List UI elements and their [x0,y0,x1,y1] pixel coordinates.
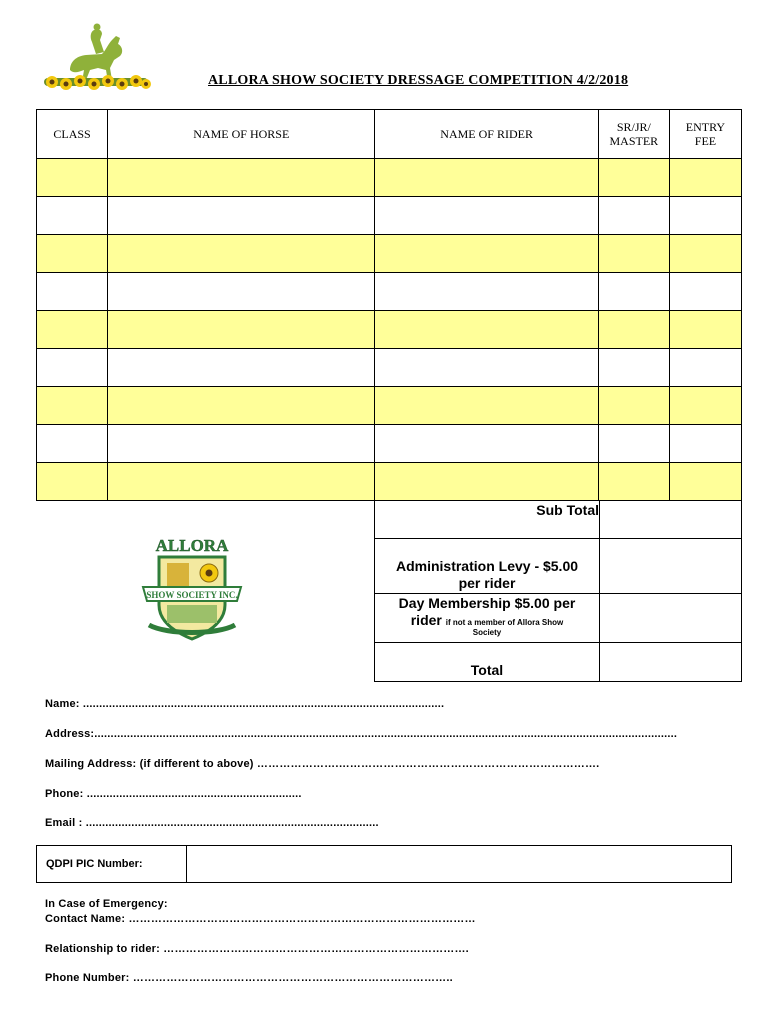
class-cell[interactable] [37,235,108,273]
rider-cell[interactable] [375,425,598,463]
table-row [37,159,742,197]
level-cell[interactable] [598,235,669,273]
fee-cell[interactable] [669,463,741,501]
fee-cell[interactable] [669,273,741,311]
fee-cell[interactable] [669,349,741,387]
phone-field[interactable]: Phone: .................................................................. [45,788,302,800]
membership-label-line1: Day Membership $5.00 per [398,595,576,611]
fee-cell[interactable] [669,311,741,349]
level-cell[interactable] [598,197,669,235]
phone-number-field[interactable]: Phone Number: ………………………………………………………………………….. [45,972,453,984]
emergency-heading: In Case of Emergency: [45,898,168,910]
levy-label-line1: Administration Levy - $5.00 [395,558,579,574]
contact-name-field[interactable]: Contact Name: ………………………………………………………………………………… [45,913,476,925]
level-cell[interactable] [598,463,669,501]
table-row [37,197,742,235]
table-row [37,387,742,425]
crest-top-text: ALLORA [155,536,229,555]
class-cell[interactable] [37,197,108,235]
membership-row [374,594,742,643]
mailing-address-field[interactable]: Mailing Address: (if different to above) ………………….……………………………………………………………. [45,758,600,770]
address-field[interactable]: Address:................................................................................................................................................................................... [45,728,678,740]
horse-cell[interactable] [108,311,375,349]
table-row [37,463,742,501]
fee-cell[interactable] [669,159,741,197]
horse-cell[interactable] [108,425,375,463]
table-row [37,425,742,463]
total-row [374,643,742,682]
rider-cell[interactable] [375,349,598,387]
col-header-level-text: SR/JR/ MASTER [609,120,659,148]
total-label: Total [470,662,504,678]
horse-cell[interactable] [108,197,375,235]
horse-cell[interactable] [108,387,375,425]
class-cell[interactable] [37,463,108,501]
col-header-class: CLASS [37,110,108,159]
class-cell[interactable] [37,311,108,349]
membership-rider: rider [410,612,442,628]
col-header-rider: NAME OF RIDER [375,110,598,159]
membership-note: if not a member of Allora Show [445,618,564,627]
rider-cell[interactable] [375,463,598,501]
membership-note-line2: Society [472,628,502,637]
table-row [37,349,742,387]
levy-label-line2: per rider [458,575,516,591]
crest-banner-text: SHOW SOCIETY INC. [146,590,238,600]
relationship-field[interactable]: Relationship to rider: ………………………………………………………………………. [45,943,469,955]
col-header-horse: NAME OF HORSE [108,110,375,159]
col-header-fee-text: ENTRY FEE [685,120,726,148]
pic-number-input[interactable] [188,846,731,882]
pic-number-label: QDPI PIC Number: [37,846,187,882]
horse-cell[interactable] [108,159,375,197]
totals-block [374,500,742,683]
rider-cell[interactable] [375,387,598,425]
horse-cell[interactable] [108,273,375,311]
class-cell[interactable] [37,425,108,463]
horse-cell[interactable] [108,235,375,273]
entries-table [36,109,742,501]
allora-show-society-crest [137,535,247,643]
horse-cell[interactable] [108,349,375,387]
subtotal-label: Sub Total [536,502,599,518]
level-cell[interactable] [598,425,669,463]
level-cell[interactable] [598,311,669,349]
rider-cell[interactable] [375,197,598,235]
col-header-level [598,110,669,159]
rider-cell[interactable] [375,273,598,311]
page-title: ALLORA SHOW SOCIETY DRESSAGE COMPETITION 4/2/2018 [208,73,629,88]
membership-label-line2 [375,612,599,628]
sunflower-row [44,75,151,90]
rider-cell[interactable] [375,311,598,349]
table-row [37,235,742,273]
total-label-cell [375,643,600,681]
col-header-fee [669,110,741,159]
class-cell[interactable] [37,387,108,425]
rider-cell[interactable] [375,235,598,273]
class-cell[interactable] [37,159,108,197]
subtotal-row [374,500,742,539]
level-cell[interactable] [598,387,669,425]
name-field[interactable]: Name: ............................................................................................................... [45,698,445,710]
levy-label-cell [375,538,600,593]
fee-cell[interactable] [669,387,741,425]
dressage-horse-logo [40,22,155,100]
class-cell[interactable] [37,349,108,387]
horse-cell[interactable] [108,463,375,501]
level-cell[interactable] [598,349,669,387]
levy-row [374,538,742,594]
fee-cell[interactable] [669,425,741,463]
level-cell[interactable] [598,159,669,197]
fee-cell[interactable] [669,235,741,273]
fee-cell[interactable] [669,197,741,235]
class-cell[interactable] [37,273,108,311]
table-row [37,311,742,349]
rider-cell[interactable] [375,159,598,197]
membership-label-cell [375,594,600,642]
table-row [37,273,742,311]
pic-number-box [36,845,732,883]
subtotal-label-cell [375,501,600,538]
level-cell[interactable] [598,273,669,311]
email-field[interactable]: Email : .......................................................................................... [45,817,379,829]
table-header-row [37,110,742,159]
